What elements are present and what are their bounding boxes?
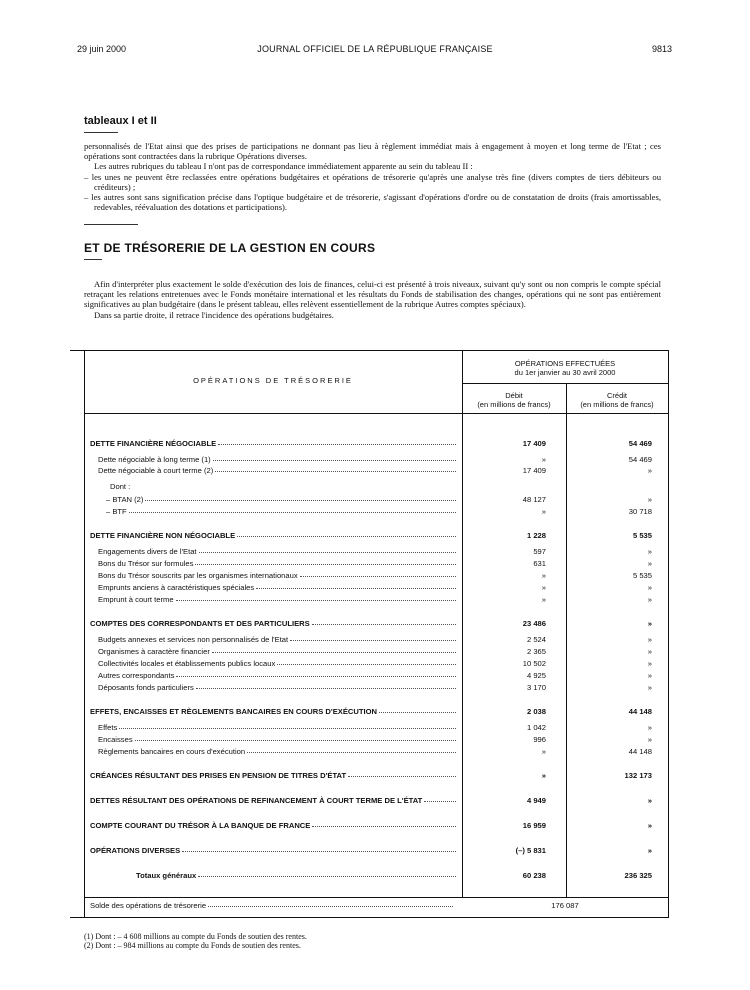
row-label-text: Emprunt à court terme xyxy=(98,595,174,604)
table-row xyxy=(70,583,668,595)
journal-title: JOURNAL OFFICIEL DE LA RÉPUBLIQUE FRANÇAISE xyxy=(257,44,493,54)
credit-cell: » xyxy=(647,723,652,732)
credit-cell: 132 173 xyxy=(624,771,652,780)
debit-cell: » xyxy=(541,747,546,756)
credit-cell: » xyxy=(647,796,652,805)
table-row xyxy=(70,846,668,858)
table-row xyxy=(70,619,668,631)
debit-cell: 2 365 xyxy=(526,647,546,656)
dot-leader xyxy=(208,901,453,907)
row-label-text: – BTAN (2) xyxy=(106,495,144,504)
row-label xyxy=(98,595,458,604)
section-heading-tableaux: tableaux I et II xyxy=(84,115,157,127)
debit-cell: 996 xyxy=(533,735,546,744)
row-label xyxy=(90,439,458,448)
table-row xyxy=(70,707,668,719)
credit-cell: 54 469 xyxy=(628,455,652,464)
credit-cell: 5 535 xyxy=(632,571,652,580)
row-label-text: COMPTE COURANT DU TRÉSOR À LA BANQUE DE FRANCE xyxy=(90,821,311,830)
solde-row xyxy=(70,901,668,913)
header-divider xyxy=(462,383,668,384)
footnote-2: (2) Dont : – 984 millions au compte du Fonds de soutien des rentes. xyxy=(84,941,301,950)
row-label-text: Collectivités locales et établissements publics locaux xyxy=(98,659,276,668)
dot-leader xyxy=(213,455,456,461)
paragraph: – les unes ne peuvent être reclassées entre opérations budgétaires et opérations de trésorerie qu'après une analyse très fine (divers comptes de tiers débiteurs ou créditeurs) ; xyxy=(84,171,661,192)
heading-rule xyxy=(84,259,102,260)
row-label xyxy=(98,747,458,756)
dot-leader xyxy=(212,647,456,653)
row-label xyxy=(98,683,458,692)
debit-cell: 1 228 xyxy=(526,531,546,540)
dot-leader xyxy=(277,659,456,665)
dot-leader xyxy=(379,707,456,713)
row-label xyxy=(90,707,458,716)
row-label-text: COMPTES DES CORRESPONDANTS ET DES PARTICULIERS xyxy=(90,619,310,628)
credit-cell: 44 148 xyxy=(628,707,652,716)
row-label xyxy=(106,507,458,516)
row-label-text: Encaisses xyxy=(98,735,133,744)
debit-cell: 631 xyxy=(533,559,546,568)
table-row xyxy=(70,559,668,571)
row-label-text: Autres correspondants xyxy=(98,671,175,680)
dot-leader xyxy=(176,671,456,677)
treasury-operations-table xyxy=(70,350,669,918)
credit-cell: » xyxy=(647,659,652,668)
row-label xyxy=(98,671,458,680)
header-divider xyxy=(84,413,668,414)
solde-label-text: Solde des opérations de trésorerie xyxy=(90,901,207,910)
credit-cell: 236 325 xyxy=(624,871,652,880)
credit-cell: » xyxy=(647,635,652,644)
row-label xyxy=(90,771,458,780)
table-row xyxy=(70,635,668,647)
page-number: 9813 xyxy=(651,44,672,54)
table-row xyxy=(70,771,668,783)
section-rule xyxy=(84,224,138,225)
debit-cell: » xyxy=(541,507,546,516)
row-label-text: Budgets annexes et services non personnalisés de l'Etat xyxy=(98,635,289,644)
dot-leader xyxy=(176,595,456,601)
debit-cell: 48 127 xyxy=(522,495,546,504)
table-row xyxy=(70,647,668,659)
table-row xyxy=(70,747,668,759)
row-label xyxy=(98,547,458,556)
row-label-text: Dette négociable à long terme (1) xyxy=(98,455,211,464)
column-header-effectuees-line1: OPÉRATIONS EFFECTUÉES xyxy=(514,359,616,368)
row-label xyxy=(98,723,458,732)
row-label-text: EFFETS, ENCAISSES ET RÈGLEMENTS BANCAIRES EN COURS D'EXÉCUTION xyxy=(90,707,378,716)
dot-leader xyxy=(312,619,456,625)
debit-cell: » xyxy=(541,583,546,592)
dot-leader xyxy=(218,439,456,445)
debit-cell: 597 xyxy=(533,547,546,556)
row-label xyxy=(98,583,458,592)
table-row xyxy=(70,683,668,695)
row-label xyxy=(110,482,458,491)
row-label xyxy=(90,821,458,830)
credit-unit: (en millions de francs) xyxy=(580,400,654,409)
table-row xyxy=(70,482,668,494)
debit-cell: 2 038 xyxy=(526,707,546,716)
paragraph: – les autres sont sans signification précise dans l'optique budgétaire et de trésorerie, s'agissant d'opérations d'ordre ou de constatation de droits (frais amortissables, redevables, réévaluation des dotations et participations). xyxy=(84,192,661,213)
table-row xyxy=(70,547,668,559)
debit-cell: 16 959 xyxy=(522,821,546,830)
row-label-text: Organismes à caractère financier xyxy=(98,647,210,656)
dot-leader xyxy=(196,683,456,689)
credit-cell: » xyxy=(647,495,652,504)
debit-cell: 10 502 xyxy=(522,659,546,668)
row-label-text: CRÉANCES RÉSULTANT DES PRISES EN PENSION DE TITRES D'ÉTAT xyxy=(90,771,347,780)
row-label-text: Règlements bancaires en cours d'exécution xyxy=(98,747,246,756)
debit-cell: » xyxy=(541,771,546,780)
table-row xyxy=(70,821,668,833)
debit-cell: 1 042 xyxy=(526,723,546,732)
dot-leader xyxy=(119,723,456,729)
paragraph: Dans sa partie droite, il retrace l'incidence des opérations budgétaires. xyxy=(94,309,334,320)
total-divider xyxy=(84,897,668,898)
row-label-text: DETTE FINANCIÈRE NÉGOCIABLE xyxy=(90,439,217,448)
row-label-text: – BTF xyxy=(106,507,127,516)
row-label xyxy=(136,871,458,880)
debit-cell: 23 486 xyxy=(522,619,546,628)
row-label xyxy=(106,495,458,504)
dot-leader xyxy=(300,571,456,577)
row-label xyxy=(98,735,458,744)
credit-cell: » xyxy=(647,821,652,830)
debit-cell: 4 925 xyxy=(526,671,546,680)
credit-cell: » xyxy=(647,846,652,855)
dot-leader xyxy=(256,583,456,589)
dot-leader xyxy=(195,559,456,565)
credit-cell: 54 469 xyxy=(628,439,652,448)
row-label-text: DETTES RÉSULTANT DES OPÉRATIONS DE REFINANCEMENT À COURT TERME DE L'ÉTAT xyxy=(90,796,423,805)
dot-leader xyxy=(198,871,456,877)
table-row xyxy=(70,495,668,507)
row-label-text: Bons du Trésor souscrits par les organismes internationaux xyxy=(98,571,298,580)
column-header-effectuees xyxy=(462,359,668,377)
column-header-debit xyxy=(462,391,566,409)
debit-cell: 3 170 xyxy=(526,683,546,692)
column-header-credit xyxy=(566,391,668,409)
debit-cell: 2 524 xyxy=(526,635,546,644)
row-label xyxy=(98,647,458,656)
row-label-text: Emprunts anciens à caractéristiques spéciales xyxy=(98,583,255,592)
debit-title: Débit xyxy=(505,391,523,400)
credit-cell: 44 148 xyxy=(628,747,652,756)
row-label xyxy=(98,659,458,668)
row-label-text: Effets xyxy=(98,723,118,732)
credit-cell: » xyxy=(647,683,652,692)
row-label xyxy=(98,455,458,464)
row-label-text: Engagements divers de l'Etat xyxy=(98,547,197,556)
dot-leader xyxy=(215,466,456,472)
dot-leader xyxy=(424,796,456,802)
solde-label xyxy=(90,901,455,910)
credit-cell: 30 718 xyxy=(628,507,652,516)
table-row xyxy=(70,871,668,883)
row-label xyxy=(98,559,458,568)
row-label-text: Dont : xyxy=(110,482,131,491)
heading-rule xyxy=(84,132,118,133)
row-label-text: DETTE FINANCIÈRE NON NÉGOCIABLE xyxy=(90,531,236,540)
row-label-text: Totaux généraux xyxy=(136,871,197,880)
credit-cell: » xyxy=(647,619,652,628)
credit-cell: » xyxy=(647,671,652,680)
section1-text xyxy=(84,141,661,212)
section2-text xyxy=(84,279,661,320)
row-label-text: Dette négociable à court terme (2) xyxy=(98,466,214,475)
dot-leader xyxy=(247,747,456,753)
dot-leader xyxy=(312,821,456,827)
paragraph: personnalisés de l'Etat ainsi que des prises de participations ne donnant pas lieu à règlement immédiat mais à engagement à moyen et long terme de l'Etat ; ces opérations sont contractées dans la rubrique Opérations diverses. xyxy=(84,141,661,162)
debit-cell: 17 409 xyxy=(522,439,546,448)
dot-leader xyxy=(135,735,456,741)
credit-cell: » xyxy=(647,735,652,744)
dot-leader xyxy=(129,507,456,513)
table-row xyxy=(70,735,668,747)
section-heading-gestion: ET DE TRÉSORERIE DE LA GESTION EN COURS xyxy=(84,241,376,255)
credit-cell: 5 535 xyxy=(632,531,652,540)
table-row xyxy=(70,671,668,683)
column-header-effectuees-line2: du 1er janvier au 30 avril 2000 xyxy=(514,368,616,377)
dot-leader xyxy=(290,635,456,641)
table-row xyxy=(70,507,668,519)
header-date: 29 juin 2000 xyxy=(77,44,127,54)
dot-leader xyxy=(145,495,456,501)
row-label xyxy=(98,635,458,644)
footnotes xyxy=(84,932,307,950)
dot-leader xyxy=(182,846,456,852)
debit-cell: (–) 5 831 xyxy=(515,846,546,855)
credit-title: Crédit xyxy=(606,391,627,400)
row-label-text: OPÉRATIONS DIVERSES xyxy=(90,846,181,855)
credit-cell: » xyxy=(647,647,652,656)
credit-cell: » xyxy=(647,559,652,568)
dot-leader xyxy=(199,547,456,553)
debit-unit: (en millions de francs) xyxy=(477,400,551,409)
table-row xyxy=(70,531,668,543)
credit-cell: » xyxy=(647,466,652,475)
row-label xyxy=(90,619,458,628)
credit-cell: » xyxy=(647,595,652,604)
debit-cell: » xyxy=(541,455,546,464)
dot-leader xyxy=(237,531,456,537)
credit-cell: » xyxy=(647,583,652,592)
table-row xyxy=(70,466,668,478)
table-row xyxy=(70,659,668,671)
table-row xyxy=(70,439,668,451)
row-label xyxy=(90,796,458,805)
row-label xyxy=(98,466,458,475)
row-label xyxy=(90,531,458,540)
column-header-operations: OPÉRATIONS DE TRÉSORERIE xyxy=(193,376,353,385)
row-label xyxy=(98,571,458,580)
footnote-1: (1) Dont : – 4 608 millions au compte du Fonds de soutien des rentes. xyxy=(84,932,307,941)
table-row xyxy=(70,723,668,735)
table-row xyxy=(70,571,668,583)
debit-cell: » xyxy=(541,595,546,604)
row-label-text: Bons du Trésor sur formules xyxy=(98,559,194,568)
solde-value: 176 087 xyxy=(551,901,579,910)
debit-cell: » xyxy=(541,571,546,580)
row-label-text: Déposants fonds particuliers xyxy=(98,683,194,692)
debit-cell: 17 409 xyxy=(522,466,546,475)
debit-cell: 4 949 xyxy=(526,796,546,805)
debit-cell: 60 238 xyxy=(522,871,546,880)
page-header xyxy=(0,44,750,58)
table-row xyxy=(70,796,668,808)
paragraph: Les autres rubriques du tableau I n'ont pas de correspondance immédiatement apparente au sein du tableau II : xyxy=(94,161,473,172)
table-row xyxy=(70,595,668,607)
row-label xyxy=(90,846,458,855)
dot-leader xyxy=(348,771,456,777)
paragraph: Afin d'interpréter plus exactement le solde d'exécution des lois de finances, celui-ci est présenté à trois niveaux, suivant qu'y sont ou non compris le compte spécial retraçant les relations entretenues avec le Fonds monétaire international et les résultats du Fonds de stabilisation des changes, opérations qui ne sont pas entièrement significatives au plan budgétaire (dans le présent tableau, elles relèvent essentiellement de la rubrique Autres comptes spéciaux). xyxy=(84,279,661,310)
credit-cell: » xyxy=(647,547,652,556)
